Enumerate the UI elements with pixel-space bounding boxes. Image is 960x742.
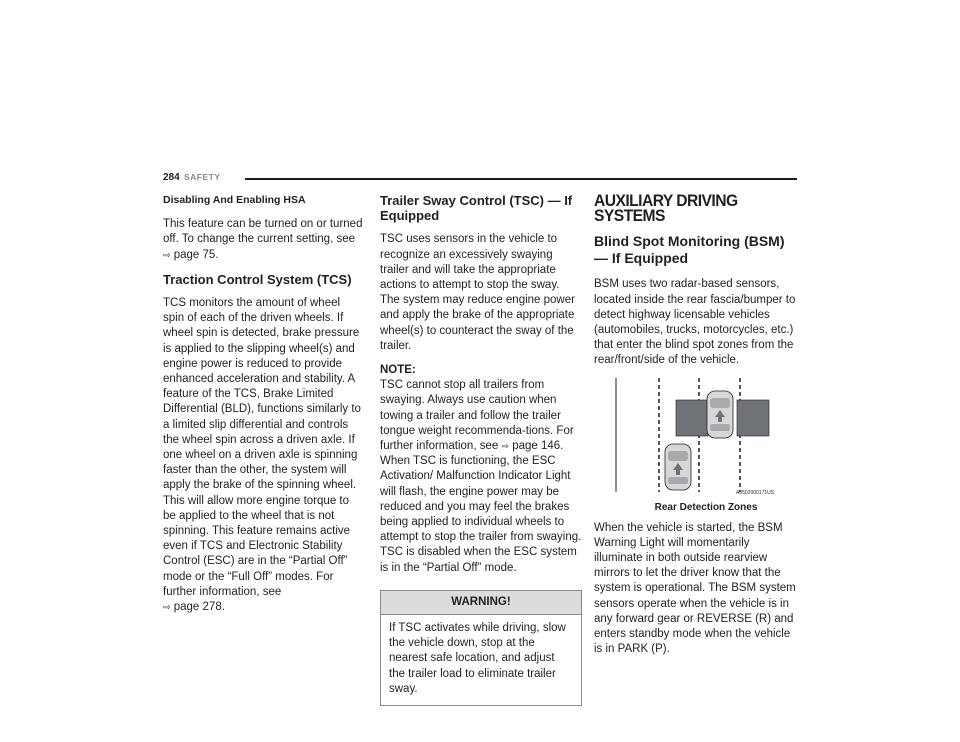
- figure-caption: Rear Detection Zones: [654, 501, 758, 513]
- warning-text: If TSC activates while driving, slow the vehicle down, stop at the nearest safe location, and adjust the trailer load to eliminate trailer sway.: [389, 622, 566, 695]
- arrow-right-icon: ⇨: [163, 249, 171, 260]
- note-label: NOTE:: [380, 364, 416, 377]
- section-name: SAFETY: [184, 172, 221, 182]
- tsc-heading: Trailer Sway Control (TSC) — If Equipped: [380, 193, 573, 224]
- tsc-note: [380, 363, 582, 576]
- warning-title: WARNING!: [381, 591, 581, 615]
- bsm-heading: Blind Spot Monitoring (BSM) — If Equipped: [594, 233, 785, 267]
- page-number: 284: [163, 172, 180, 183]
- rear-detection-figure: [594, 378, 798, 513]
- header-rule: [245, 178, 797, 180]
- detection-zone-left: [676, 400, 708, 436]
- aux-driving-heading: AUXILIARY DRIVING SYSTEMS: [594, 191, 738, 226]
- arrow-right-icon: ⇨: [163, 602, 171, 613]
- tcs-paragraph: [163, 296, 363, 615]
- column-middle: [380, 193, 582, 706]
- bsm-paragraph: BSM uses two radar-based sensors, located inside the rear fascia/bumper to detect highway licensable vehicles (automobiles, trucks, motorcycles, etc.) that enter the blind spot zones from the rear/front/side of the vehicle.: [594, 278, 796, 367]
- vehicle-icon: [665, 444, 691, 490]
- page-ref-link[interactable]: page 278.: [173, 601, 225, 614]
- page-ref-link[interactable]: page 75.: [173, 248, 219, 261]
- note-text-2: When TSC is functioning, the ESC Activation/ Malfunction Indicator Light will flash, the engine power may be reduced and you may feel the brakes being applied to individual wheels to attempt to stop the trailer from swaying. TSC is disabled when the ESC system is in the “Partial Off” mode.: [380, 455, 582, 574]
- vehicle-icon: [707, 391, 733, 438]
- column-left: [163, 193, 363, 624]
- page-ref-link[interactable]: page 146.: [512, 440, 564, 453]
- column-right: [594, 193, 798, 666]
- bsm-operation-paragraph: When the vehicle is started, the BSM Warning Light will momentarily illuminate in both outside rearview mirrors to let the driver know that the system is operational. The BSM system sensors operate when the vehicle is in any forward gear or REVERSE (R) and enters standby mode when the vehicle is in PARK (P).: [594, 521, 796, 656]
- rear-detection-diagram: [614, 378, 798, 496]
- hsa-paragraph: [163, 217, 363, 263]
- hsa-text: This feature can be turned on or turned off. To change the current setting, see: [163, 218, 363, 246]
- warning-box: [380, 590, 582, 706]
- tsc-paragraph: TSC uses sensors in the vehicle to recognize an excessively swaying trailer and will take the appropriate actions to attempt to stop the sway. The system may reduce engine power and apply the brake of the appropriate wheel(s) to counteract the sway of the trailer.: [380, 233, 575, 352]
- tcs-text: TCS monitors the amount of wheel spin of each of the driven wheels. If wheel spin is detected, brake pressure is applied to the slipping wheel(s) and engine power is reduced to provide enhanced acceleration and stability. A feature of the TCS, Brake Limited Differential (BLD), functions similarly to a limited slip differential and controls the wheel spin across a driven axle. If one wheel on a driven axle is spinning faster than the other, the system will apply the brake of the spinning wheel. This will allow more engine torque to be applied to the wheel that is not spinning. This feature remains active even if TCS and Electronic Stability Control (ESC) are in the “Partial Off” mode or the “Full Off” modes. For further information, see: [163, 297, 361, 598]
- note-text: TSC cannot stop all trailers from swaying. Always use caution when towing a trailer and follow the trailer tongue weight recommenda-tions. For further information, see: [380, 379, 574, 453]
- tcs-heading: Traction Control System (TCS): [163, 271, 352, 287]
- detection-zone-right: [737, 400, 769, 436]
- hsa-subheading: Disabling And Enabling HSA: [163, 194, 306, 206]
- arrow-right-icon: ⇨: [501, 441, 510, 452]
- page-header: [163, 172, 797, 186]
- figure-id: A0502000171US: [736, 489, 775, 496]
